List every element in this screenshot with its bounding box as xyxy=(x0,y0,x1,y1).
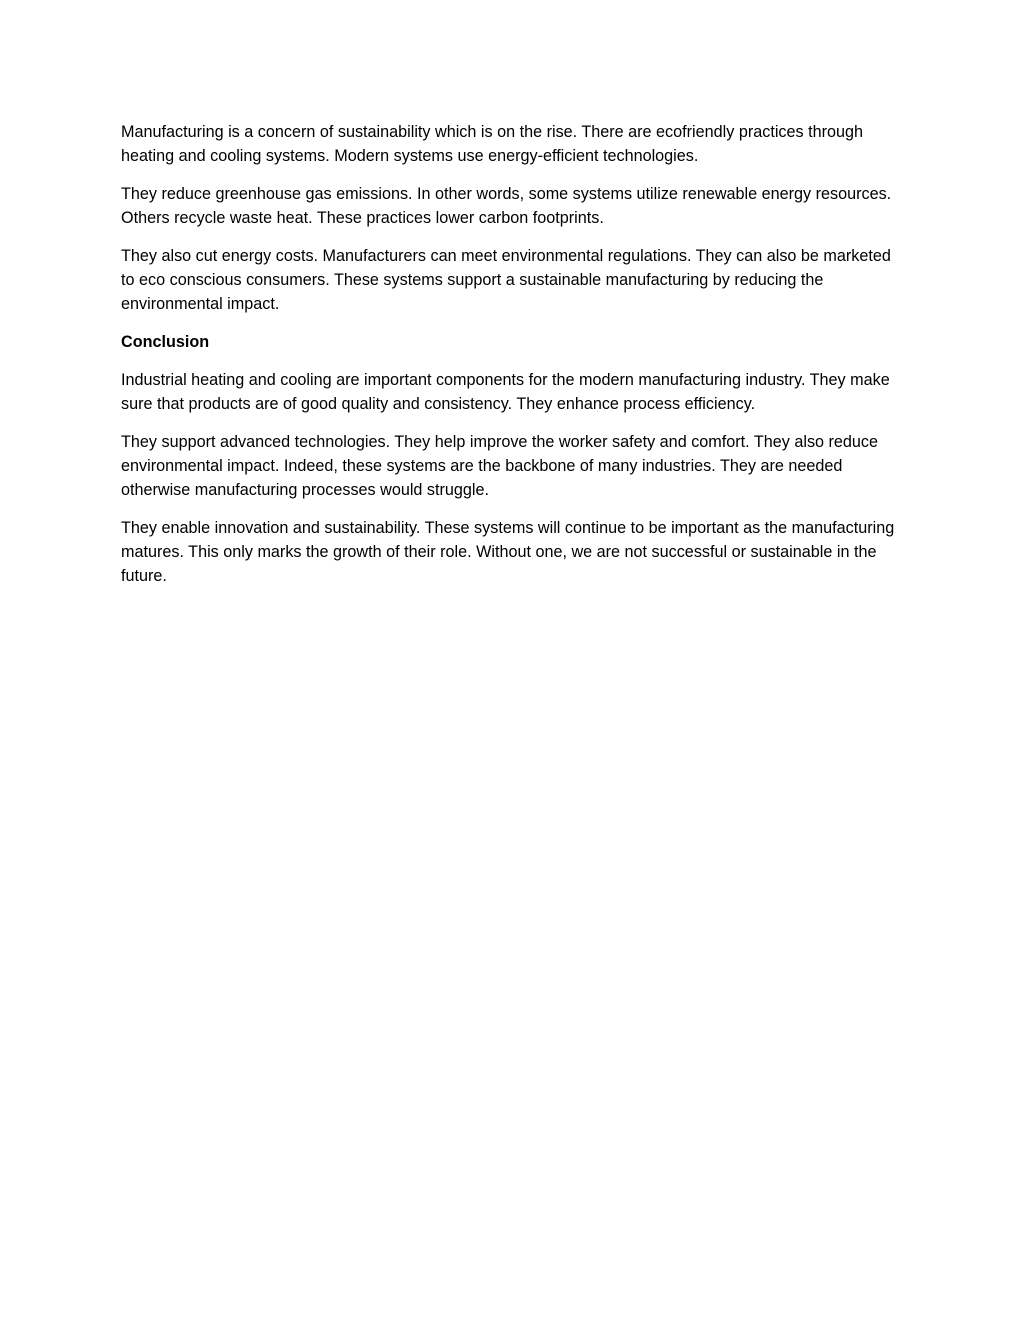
body-paragraph: They reduce greenhouse gas emissions. In other words, some systems utilize renewable energy resources. Others recycle waste heat. These practices lower carbon footprints. xyxy=(121,184,892,228)
conclusion-paragraph: They support advanced technologies. They help improve the worker safety and comfort. They also reduce environmental impact. Indeed, these systems are the backbone of many industries. They are needed otherwise manufacturing processes would struggle. xyxy=(121,432,879,499)
body-paragraph: Manufacturing is a concern of sustainability which is on the rise. There are ecofriendly practices through heating and cooling systems. Modern systems use energy-efficient technologies. xyxy=(121,123,864,166)
document-body xyxy=(121,120,903,602)
conclusion-paragraph: Industrial heating and cooling are important components for the modern manufacturing industry. They make sure that products are of good quality and consistency. They enhance process efficiency. xyxy=(121,370,890,413)
body-paragraph: They also cut energy costs. Manufacturers can meet environmental regulations. They can also be marketed to eco conscious consumers. These systems support a sustainable manufacturing by reducing the environmental impact. xyxy=(121,246,891,314)
section-heading-conclusion: Conclusion xyxy=(121,332,210,351)
conclusion-paragraph: They enable innovation and sustainability. These systems will continue to be important as the manufacturing matures. This only marks the growth of their role. Without one, we are not successful or sustainable in the future. xyxy=(121,518,895,586)
